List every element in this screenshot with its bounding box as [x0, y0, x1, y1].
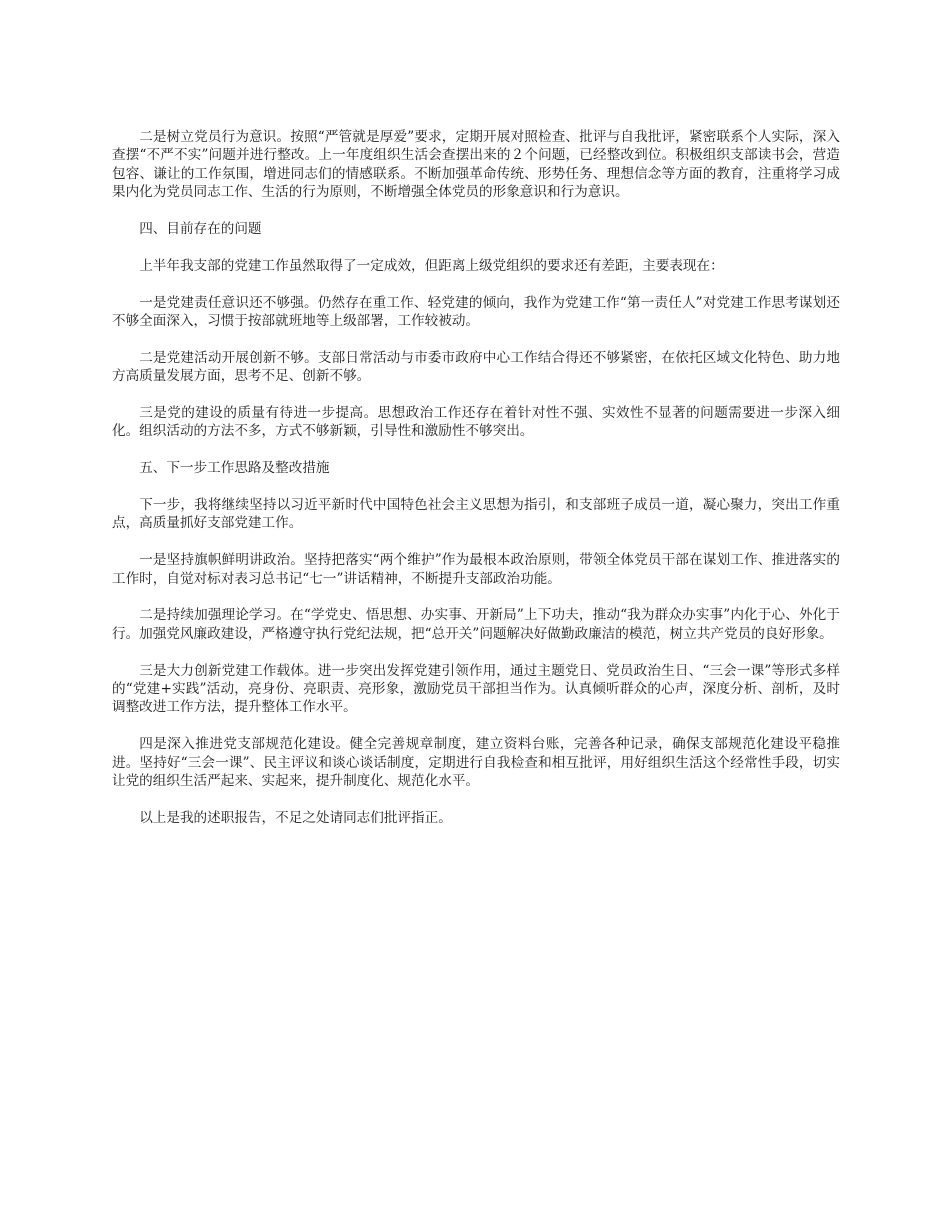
document-page	[112, 128, 840, 846]
paragraph-measure-theory-study: 二是持续加强理论学习。在“学党史、悟思想、办实事、开新局”上下功夫，推动“我为群众办实事”内化于心、外化于行。加强党风廉政建设，严格遵守执行党纪法规，把“总开关”问题解决好做勤政廉洁的模范，树立共产党员的良好形象。	[112, 607, 840, 642]
paragraph-next-steps-intro: 下一步，我将继续坚持以习近平新时代中国特色社会主义思想为指引，和支部班子成员一道，凝心聚力，突出工作重点，高质量抓好支部党建工作。	[112, 497, 840, 532]
section-heading-next-steps: 五、下一步工作思路及整改措施	[139, 460, 330, 477]
paragraph-measure-politics: 一是坚持旗帜鲜明讲政治。坚持把落实“两个维护”作为最根本政治原则，带领全体党员干部在谋划工作、推进落实的工作时，自觉对标对表习总书记“七一”讲话精神，不断提升支部政治功能。	[112, 552, 840, 587]
paragraph-measure-innovation: 三是大力创新党建工作载体。进一步突出发挥党建引领作用，通过主题党日、党员政治生日、“三会一课”等形式多样的“党建+实践”活动，亮身份、亮职责、亮形象，激励党员干部担当作为。认真倾听群众的心声，深度分析、剖析，及时调整改进工作方法，提升整体工作水平。	[112, 662, 840, 716]
paragraph-party-member-conduct: 二是树立党员行为意识。按照“严管就是厚爱”要求，定期开展对照检查、批评与自我批评，紧密联系个人实际，深入查摆“不严不实”问题并进行整改。上一年度组织生活会查摆出来的２个问题，已经整改到位。积极组织支部读书会，营造包容、谦让的工作氛围，增进同志们的情感联系。不断加强革命传统、形势任务、理想信念等方面的教育，注重将学习成果内化为党员同志工作、生活的行为原则，不断增强全体党员的形象意识和行为意识。	[112, 129, 840, 201]
paragraph-measure-standardization: 四是深入推进党支部规范化建设。健全完善规章制度，建立资料台账，完善各种记录，确保支部规范化建设平稳推进。坚持好“三会一课”、民主评议和谈心谈话制度，定期进行自我检查和相互批评，用好组织生活这个经常性手段，切实让党的组织生活严起来、实起来，提升制度化、规范化水平。	[112, 736, 840, 790]
paragraph-closing: 以上是我的述职报告，不足之处请同志们批评指正。	[139, 809, 452, 826]
paragraph-problem-responsibility: 一是党建责任意识还不够强。仍然存在重工作、轻党建的倾向，我作为党建工作“第一责任人”对党建工作思考谋划还不够全面深入，习惯于按部就班地等上级部署，工作较被动。	[112, 294, 840, 330]
paragraph-problem-quality: 三是党的建设的质量有待进一步提高。思想政治工作还存在着针对性不强、实效性不显著的问题需要进一步深入细化。组织活动的方法不多，方式不够新颖，引导性和激励性不够突出。	[112, 405, 840, 440]
paragraph-problem-innovation: 二是党建活动开展创新不够。支部日常活动与市委市政府中心工作结合得还不够紧密，在依托区域文化特色、助力地方高质量发展方面，思考不足、创新不够。	[112, 349, 840, 385]
paragraph-problems-intro: 上半年我支部的党建工作虽然取得了一定成效，但距离上级党组织的要求还有差距，主要表现在：	[139, 257, 724, 274]
section-heading-existing-problems: 四、目前存在的问题	[139, 221, 262, 238]
